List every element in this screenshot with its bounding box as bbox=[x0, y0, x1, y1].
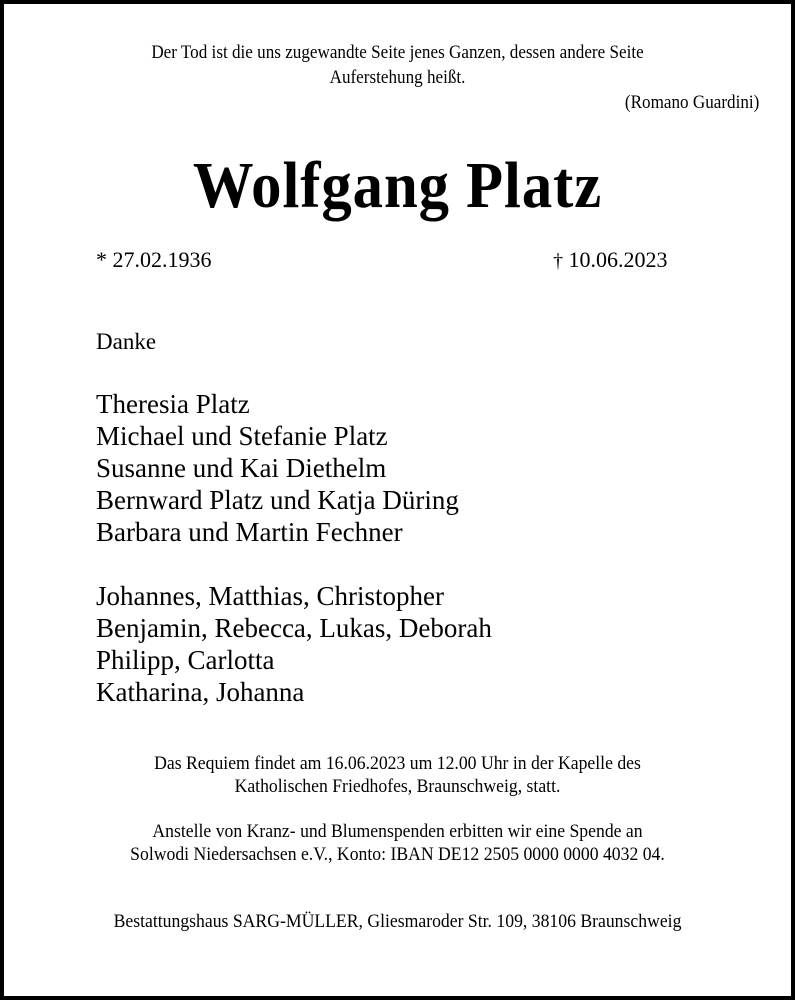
death-date: 10.06.2023 bbox=[568, 247, 668, 272]
family-member: Barbara und Martin Fechner bbox=[96, 517, 403, 547]
death-date-line bbox=[553, 246, 668, 275]
requiem-line-2: Katholischen Friedhofes, Braunschweig, statt. bbox=[234, 776, 561, 797]
donation-info bbox=[32, 820, 764, 866]
family-member: Theresia Platz bbox=[96, 389, 250, 419]
family-member: Michael und Stefanie Platz bbox=[96, 421, 388, 451]
birth-date: 27.02.1936 bbox=[112, 247, 212, 272]
funeral-home: Bestattungshaus SARG-MÜLLER, Gliesmaroder Str. 109, 38106 Braunschweig bbox=[113, 911, 682, 932]
family-member: Susanne und Kai Diethelm bbox=[96, 453, 387, 483]
quote-author: (Romano Guardini) bbox=[624, 92, 759, 113]
grandchildren-line: Johannes, Matthias, Christopher bbox=[96, 581, 444, 611]
thanks-text: Danke bbox=[96, 329, 157, 354]
donation-line-2: Solwodi Niedersachsen e.V., Konto: IBAN DE12 2505 0000 0000 4032 04. bbox=[130, 844, 665, 865]
family-member: Bernward Platz und Katja Düring bbox=[96, 485, 459, 515]
deceased-name: Wolfgang Platz bbox=[192, 149, 603, 222]
quote-line-1: Der Tod ist die uns zugewandte Seite jenes Ganzen, dessen andere Seite bbox=[151, 42, 644, 63]
quote bbox=[43, 40, 751, 90]
grandchildren-list bbox=[96, 580, 492, 708]
requiem-line-1: Das Requiem findet am 16.06.2023 um 12.00 Uhr in der Kapelle des bbox=[154, 753, 641, 774]
donation-line-1: Anstelle von Kranz- und Blumenspenden erbitten wir eine Spende an bbox=[152, 821, 643, 842]
grandchildren-line: Philipp, Carlotta bbox=[96, 645, 275, 675]
requiem-info bbox=[32, 752, 764, 798]
grandchildren-line: Benjamin, Rebecca, Lukas, Deborah bbox=[96, 613, 492, 643]
family-list bbox=[96, 388, 459, 548]
birth-date-line bbox=[96, 246, 212, 274]
quote-line-2: Auferstehung heißt. bbox=[329, 67, 466, 88]
grandchildren-line: Katharina, Johanna bbox=[96, 677, 305, 707]
birth-star-icon: * bbox=[96, 247, 107, 272]
dagger-cross-icon: † bbox=[553, 250, 563, 272]
